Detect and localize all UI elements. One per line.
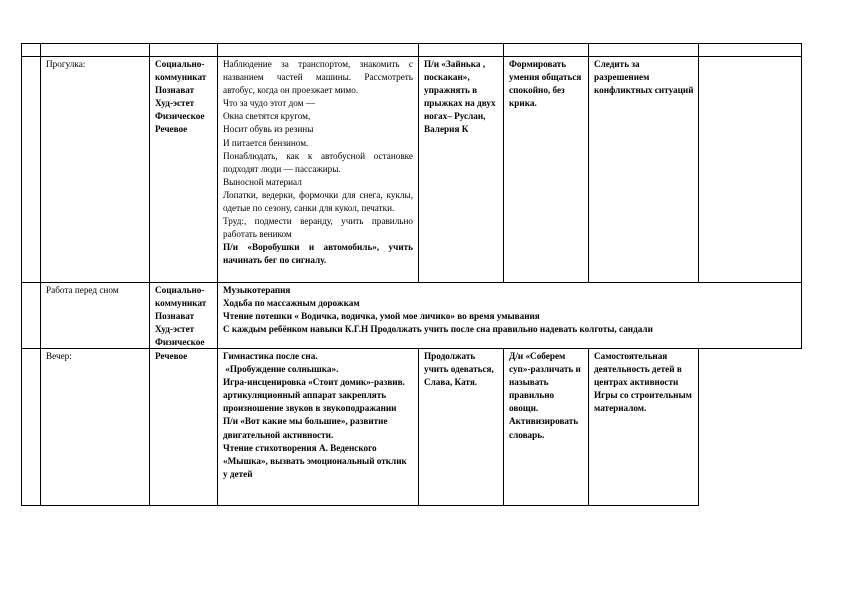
area-item: Социально-коммуникат (155, 285, 207, 309)
activity-line: Понаблюдать, как к автобусной остановке подходят люди — пассажиры. (223, 150, 413, 174)
walk-activity (223, 58, 413, 268)
area-item: Худ-эстет (155, 324, 195, 335)
area-item: Познават (155, 311, 195, 322)
activity-line: Лопатки, ведерки, формочки для снега, куклы, одетые по сезону, санки для кукол, печатки. (223, 189, 413, 214)
evening-line: Игра-инсценировка «Стоит домик»-развив. артикуляционный аппарат закреплять произношение звуков в звукоподражании (223, 377, 405, 414)
col-divider-7 (698, 43, 699, 283)
walk-parents (594, 58, 694, 97)
individual-text: П/и «Зайнька , поскакан», упражнять в прыжках на двух ногах– Руслан, Валерия К (424, 59, 496, 135)
activity-line: Окна светятся кругом, (223, 111, 311, 122)
evening-label-text: Вечер: (46, 351, 72, 361)
col-divider-3 (217, 43, 218, 506)
col-divider-6b (588, 348, 589, 506)
sleep-line: Музыкотерапия (223, 285, 291, 295)
sleep-row-bottom-border (21, 348, 802, 349)
table-left-border (21, 43, 22, 506)
activity-line: Что за чудо этот дом — (223, 98, 315, 109)
col-divider-4b (418, 348, 419, 506)
area-item: Речевое (155, 351, 188, 361)
evening-environment (509, 350, 585, 442)
activity-game-line: П/и «Воробушки и автомобиль», учить начинать бег по сигналу. (223, 242, 413, 266)
parents-text: Самостоятельная деятельность детей в центрах активности Игры со строительным материалом. (594, 351, 692, 414)
area-item: Худ-эстет (155, 98, 195, 109)
area-item: Речевое (155, 124, 188, 135)
col-divider-5 (503, 43, 504, 283)
sleep-label-text: Работа перед сном (46, 285, 119, 295)
col-divider-7b (698, 348, 699, 506)
walk-label (46, 58, 146, 71)
activity-line: Выносной материал (223, 176, 302, 187)
table-bottom-border (21, 505, 699, 506)
evening-line: П/и «Вот какие мы большие», развитие двигательной активности. (223, 416, 388, 440)
area-item: Социально-коммуникат (155, 59, 207, 83)
evening-individual (424, 350, 500, 389)
evening-label (46, 350, 146, 363)
evening-activity (223, 350, 413, 481)
header-row-bottom-border (21, 56, 802, 57)
walk-row-bottom-border (21, 282, 802, 283)
evening-line: Чтение стихотворения А. Веденского «Мышка», вызвать эмоциональный отклик у детей (223, 442, 407, 479)
evening-line: Гимнастика после сна. (223, 351, 318, 361)
evening-line: «Пробуждение солнышка». (223, 364, 339, 375)
sleep-activity (223, 284, 683, 336)
activity-line: И питается бензином. (223, 137, 309, 148)
environment-text: Д/и «Соберем суп»-различать и называть правильно овощи. Активизировать словарь. (509, 351, 581, 440)
activity-line: Наблюдение за транспортом, знакомить с названием частей машины. Рассмотреть автобус, когда он проезжает мимо. (223, 59, 413, 96)
evening-parents (594, 350, 696, 415)
col-divider-4 (418, 43, 419, 283)
col-divider-6 (588, 43, 589, 283)
sleep-label (46, 284, 146, 297)
table-top-border (21, 43, 802, 44)
walk-individual (424, 58, 500, 137)
sleep-areas (155, 284, 215, 349)
activity-line: Носит обувь из резины (223, 124, 314, 135)
walk-areas (155, 58, 215, 137)
individual-text: Продолжать учить одеваться, Слава, Катя. (424, 351, 494, 388)
activity-line: Труд:, подмести веранду, учить правильно работать веником (223, 216, 413, 240)
col-divider-5b (503, 348, 504, 506)
parents-text: Следить за разрешением конфликтных ситуаций (594, 59, 694, 96)
environment-text: Формировать умения общаться спокойно, без крика. (509, 59, 582, 109)
walk-label-text: Прогулка: (46, 59, 86, 69)
table-right-border (801, 43, 802, 349)
area-item: Физическое (155, 337, 205, 348)
col-divider-1 (40, 43, 41, 506)
sleep-line: С каждым ребёнком навыки К.Г.Н Продолжать учить после сна правильно надевать колготы, сандали (223, 324, 653, 335)
evening-areas (155, 350, 215, 363)
col-divider-2 (149, 43, 150, 506)
area-item: Познават (155, 85, 195, 96)
sleep-line: Чтение потешки « Водичка, водичка, умой мое личико» во время умывания (223, 311, 540, 322)
area-item: Физическое (155, 111, 205, 122)
sleep-line: Ходьба по массажным дорожкам (223, 298, 360, 309)
walk-environment (509, 58, 585, 110)
